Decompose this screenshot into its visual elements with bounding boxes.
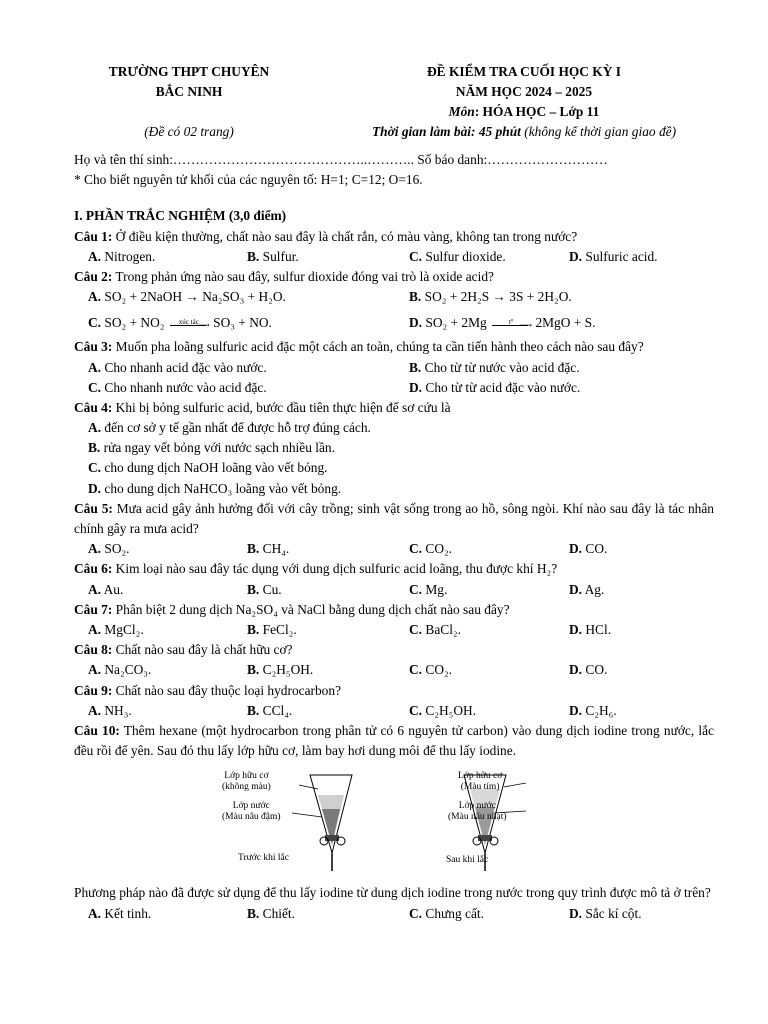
options-q2-row1 — [74, 287, 714, 307]
pages-note: (Đề có 02 trang) — [144, 124, 234, 139]
options-q9 — [74, 701, 714, 721]
heat-arrow-icon: t° ⟶ — [490, 318, 532, 330]
option-a: A. SO₂ + 2NaOH → Na₂SO₃ + H₂O. — [88, 289, 286, 305]
exam-title: ĐỀ KIỂM TRA CUỐI HỌC KỲ I — [427, 64, 621, 79]
question-text: Kim loại nào sau đây tác dụng với dung dịch sulfuric acid loãng, thu được khí H₂? — [112, 561, 558, 577]
question-text: Trong phản ứng nào sau đây, sulfur dioxide đóng vai trò là oxide acid? — [112, 268, 494, 284]
time-note: (không kể thời gian giao đề) — [520, 124, 677, 139]
left-funnel-icon — [292, 773, 352, 871]
subject-label: Môn — [448, 104, 475, 119]
option-b: B. rửa ngay vết bỏng với nước sạch nhiều lần. — [88, 440, 335, 456]
option-d: D. Sulfuric acid. — [569, 248, 658, 264]
option-c: C. CO₂. — [409, 662, 453, 678]
option-d: D. SO₂ + 2Mg t° ⟶ 2MgO + S. — [409, 315, 596, 331]
question-text: Muốn pha loãng sulfuric acid đặc một cách an toàn, chúng ta cần tiến hành theo cách nào sau đây? — [112, 339, 644, 355]
question-text: Mưa acid gây ảnh hưởng đối với cây trồng; sinh vật sống trong ao hồ, sông ngòi. Khí nào sau đây là tác nhân chính gây ra mưa acid? — [74, 500, 714, 537]
option-a: A. Au. — [88, 581, 124, 597]
option-d: D. Sắc kí cột. — [569, 905, 642, 921]
option-c: C. Cho nhanh nước vào acid đặc. — [88, 379, 267, 395]
question-label: Câu 1: — [74, 228, 113, 244]
option-b: B. Sulfur. — [247, 248, 299, 264]
options-q5 — [74, 539, 714, 559]
option-a: A. Cho nhanh acid đặc vào nước. — [88, 359, 267, 375]
question-1 — [74, 227, 714, 247]
question-text: Thêm hexane (một hydrocarbon trong phân tử có 6 nguyên tử carbon) vào dung dịch iodine trong nước, lắc đều rồi để yên. Sau đó thu lấy lớp hữu cơ, làm bay hơi dung môi để thu lấy iodine. — [74, 722, 714, 759]
reaction-arrow-icon: → — [185, 289, 199, 305]
option-d: D. Ag. — [569, 581, 605, 597]
options-q7 — [74, 620, 714, 640]
question-6 — [74, 559, 714, 579]
question-10-prompt: Phương pháp nào đã được sử dụng để thu lấy iodine từ dung dịch iodine trong nước trong quy trình được mô tả ở trên? — [74, 885, 711, 901]
left-water-layer-label: Lớp nước (Màu nâu đậm) — [222, 801, 281, 823]
exam-body — [74, 150, 714, 924]
school-name-line1: TRƯỜNG THPT CHUYÊN — [108, 64, 270, 79]
option-b: B. CH₄. — [247, 541, 290, 557]
option-c: C. Chưng cất. — [409, 905, 484, 921]
separatory-funnel-figure — [74, 767, 714, 879]
left-organic-layer-label: Lớp hữu cơ (không màu) — [222, 771, 271, 793]
option-b: B. CCl₄. — [247, 702, 293, 718]
question-label: Câu 5: — [74, 500, 113, 516]
option-c: C. BaCl₂. — [409, 621, 461, 637]
options-q8 — [74, 660, 714, 680]
options-q6 — [74, 580, 714, 600]
option-a: A. Kết tinh. — [88, 905, 152, 921]
option-d: D. CO. — [569, 541, 608, 557]
option-b: B. FeCl₂. — [247, 621, 297, 637]
option-c: C. CO₂. — [409, 541, 453, 557]
option-d: D. CO. — [569, 662, 608, 678]
question-text: Ở điều kiện thường, chất nào sau đây là chất rắn, có màu vàng, không tan trong nước? — [112, 228, 578, 244]
question-10 — [74, 721, 714, 761]
question-label: Câu 9: — [74, 682, 113, 698]
option-a: A. Nitrogen. — [88, 248, 156, 264]
question-9 — [74, 681, 714, 701]
time-info — [329, 122, 719, 142]
option-b: B. SO₂ + 2H₂S → 3S + 2H₂O. — [409, 289, 572, 305]
question-7 — [74, 600, 714, 620]
option-b: B. Cho từ từ nước vào acid đặc. — [409, 359, 580, 375]
options-q10 — [74, 904, 714, 924]
catalyst-arrow-icon: xúc tác ⟶ — [168, 318, 210, 330]
option-a: A. đến cơ sở y tế gần nhất để được hỗ trợ đúng cách. — [88, 420, 371, 436]
question-text: Khi bị bỏng sulfuric acid, bước đầu tiên thực hiện để sơ cứu là — [112, 399, 451, 415]
question-text: Phân biệt 2 dung dịch Na₂SO₄ và NaCl bằng dung dịch chất nào sau đây? — [112, 601, 510, 617]
question-label: Câu 6: — [74, 561, 113, 577]
options-q3-row1 — [74, 358, 714, 378]
option-d: D. cho dung dịch NaHCO₃ loãng vào vết bỏng. — [88, 480, 342, 496]
option-a: A. Na₂CO₃. — [88, 662, 152, 678]
student-info-line: Họ và tên thí sinh:……………………………………..……….. Số báo danh:……………………… — [74, 152, 608, 167]
option-d: D. HCl. — [569, 621, 612, 637]
option-b: B. C₂H₅OH. — [247, 662, 314, 678]
question-2 — [74, 267, 714, 287]
option-d: D. C₂H₆. — [569, 702, 617, 718]
question-label: Câu 4: — [74, 399, 113, 415]
subject — [329, 102, 719, 122]
option-d: D. Cho từ từ acid đặc vào nước. — [409, 379, 581, 395]
question-label: Câu 10: — [74, 722, 120, 738]
question-label: Câu 3: — [74, 339, 113, 355]
option-a: A. MgCl₂. — [88, 621, 144, 637]
funnel-illustration — [74, 767, 714, 879]
question-3 — [74, 337, 714, 357]
time-label: Thời gian làm bài: 45 phút — [371, 124, 521, 139]
school-name-line2: BẮC NINH — [155, 84, 223, 99]
question-4 — [74, 398, 714, 418]
question-label: Câu 8: — [74, 642, 113, 658]
option-a: A. SO₂. — [88, 541, 130, 557]
options-q1 — [74, 247, 714, 267]
right-water-layer-label: Lớp nước (Màu nâu nhạt) — [448, 801, 507, 823]
question-8 — [74, 640, 714, 660]
option-c: C. cho dung dịch NaOH loãng vào vết bỏng. — [88, 460, 328, 476]
school-year: NĂM HỌC 2024 – 2025 — [455, 84, 593, 99]
left-caption: Trước khi lắc — [238, 853, 289, 864]
subject-value: : HÓA HỌC – Lớp 11 — [474, 104, 600, 119]
option-c: C. SO₂ + NO₂ xúc tác ⟶ SO₃ + NO. — [88, 315, 272, 331]
options-q2-row2 — [74, 307, 714, 337]
option-a: A. NH₃. — [88, 702, 132, 718]
option-b: B. Cu. — [247, 581, 282, 597]
option-b: B. Chiết. — [247, 905, 295, 921]
question-text: Chất nào sau đây thuộc loại hydrocarbon? — [112, 682, 342, 698]
reaction-arrow-icon: → — [492, 289, 506, 305]
question-text: Chất nào sau đây là chất hữu cơ? — [112, 642, 293, 658]
section-title: I. PHẦN TRẮC NGHIỆM (3,0 điểm) — [74, 208, 287, 224]
option-c: C. Mg. — [409, 581, 448, 597]
question-label: Câu 7: — [74, 601, 113, 617]
right-caption: Sau khi lắc — [446, 855, 489, 866]
right-organic-layer-label: Lớp hữu cơ (Màu tím) — [458, 771, 503, 793]
option-c: C. Sulfur dioxide. — [409, 248, 506, 264]
option-c: C. C₂H₅OH. — [409, 702, 477, 718]
options-q3-row2 — [74, 378, 714, 398]
question-label: Câu 2: — [74, 268, 113, 284]
atomic-mass-note: * Cho biết nguyên tử khối của các nguyên tố: H=1; C=12; O=16. — [74, 172, 423, 188]
question-5 — [74, 499, 714, 539]
